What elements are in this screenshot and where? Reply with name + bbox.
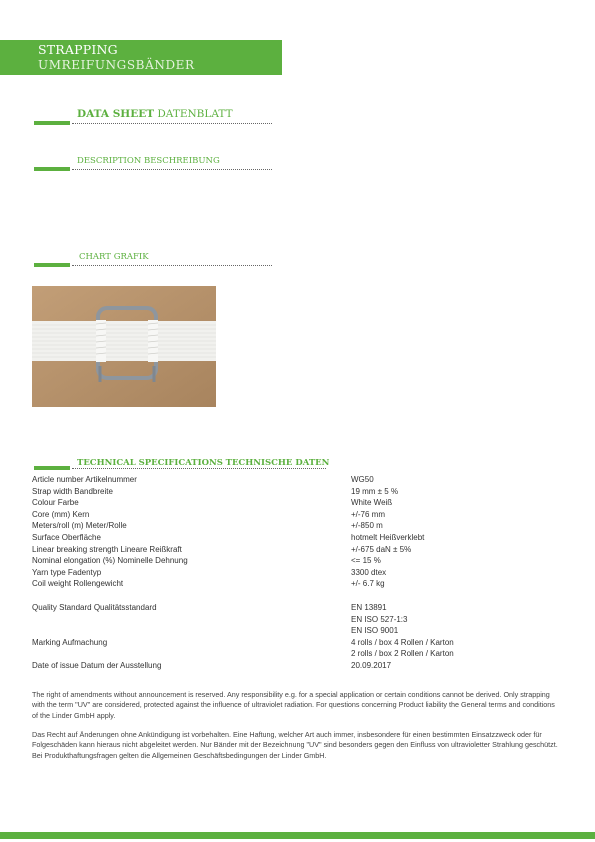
spec-value: <= 15 % [351,556,381,566]
spec-label: Core (mm) Kern [32,509,90,519]
spec-row [32,579,552,591]
spec-value: 19 mm ± 5 % [351,486,399,496]
issue-label: Date of issue Datum der Ausstellung [32,660,162,670]
heading-en: CHART [79,252,111,262]
page-title: STRAPPING [38,42,118,57]
section-tech [0,443,334,473]
issue-value: 20.09.2017 [351,660,392,670]
spec-label: Coil weight Rollengewicht [32,579,124,589]
spec-label: Strap width Bandbreite [32,486,113,496]
spec-row [32,521,552,533]
marking-value: 4 rolls / box 4 Rollen / Karton [351,637,454,647]
disclaimer-de: Das Recht auf Änderungen ohne Ankündigung ist vorbehalten. Eine Haftung, welcher Art auch immer, insbesondere für einen bestimmten Einsatzzweck oder für Folgeschäden kann hieraus nicht abgeleitet werden. Nur Bänder mit der Bezeichnung "UV" sind besonders gegen den Einfluss von ultravioletter Strahlung geschützt. Bei Produkthaftungsfragen gelten die Allgemeinen Geschäftsbedingungen der Linder GmbH. [32,730,558,760]
quality-value: EN ISO 9001 [351,626,399,636]
section-tech-heading [77,458,329,468]
spec-value: 3300 dtex [351,567,387,577]
section-accent-bar [34,263,70,267]
section-divider [72,265,272,266]
spec-row [32,545,552,557]
spec-label: Colour Farbe [32,498,79,508]
section-divider [72,169,272,170]
footer-bar [0,832,595,839]
section-accent-bar [34,466,70,470]
spec-label: Nominal elongation (%) Nominelle Dehnung [32,556,188,566]
spec-row [32,533,552,545]
section-description-heading [77,156,220,166]
heading-de: DATENBLATT [157,108,233,120]
spec-value: hotmelt Heißverklebt [351,532,425,542]
quality-label: Quality Standard Qualitätsstandard [32,602,157,612]
spec-label: Linear breaking strength Lineare Reißkraft [32,544,182,554]
spec-row [32,498,552,510]
strapping-buckle-photo [32,286,216,407]
heading-de: TECHNISCHE DATEN [225,458,330,468]
section-description [0,144,280,174]
quality-row [32,626,552,638]
marking-label: Marking Aufmachung [32,637,108,647]
spec-value: WG50 [351,475,374,484]
spec-row [32,568,552,580]
section-divider [72,123,272,124]
spec-value: +/-76 mm [351,509,386,519]
section-accent-bar [34,121,70,125]
header-banner [0,40,282,75]
quality-row [32,603,552,615]
marking-row [32,638,552,650]
heading-en: DESCRIPTION [77,156,142,166]
product-photo [32,286,216,407]
spec-row [32,475,552,487]
marking-row [32,649,552,661]
spec-value: +/-850 m [351,521,383,531]
spec-row [32,556,552,568]
spec-label: Article number Artikelnummer [32,475,137,484]
spec-table [32,475,552,673]
issue-row [32,661,552,673]
heading-de: BESCHREIBUNG [143,156,220,166]
section-datasheet-heading [77,108,233,120]
spec-value: +/-675 daN ± 5% [351,544,412,554]
quality-value: EN ISO 527-1:3 [351,614,408,624]
spacer [32,591,552,603]
page-subtitle: UMREIFUNGSBÄNDER [38,58,195,72]
section-divider [72,468,326,469]
section-chart [0,240,280,270]
spec-label: Surface Oberfläche [32,532,101,542]
heading-de: GRAFIK [113,252,149,262]
marking-value: 2 rolls / box 2 Rollen / Karton [351,649,454,659]
spec-value: White Weiß [351,498,393,508]
disclaimer-en: The right of amendments without announcement is reserved. Any responsibility e.g. for a special application or certain conditions cannot be derived. Only strapping with the term "UV" are considered, protected against the influence of ultraviolet radiation. For questions concerning Product liability the General terms and conditions of the Linder GmbH apply. [32,690,555,720]
quality-value: EN 13891 [351,602,387,612]
heading-en: TECHNICAL SPECIFICATIONS [77,458,223,468]
spec-label: Yarn type Fadentyp [32,567,102,577]
spec-value: +/- 6.7 kg [351,579,385,589]
spec-row [32,487,552,499]
spec-label: Meters/roll (m) Meter/Rolle [32,521,127,531]
quality-row [32,615,552,627]
heading-en: DATA SHEET [77,108,155,120]
section-accent-bar [34,167,70,171]
section-datasheet [0,98,280,128]
spec-row [32,510,552,522]
section-chart-heading [79,252,149,262]
